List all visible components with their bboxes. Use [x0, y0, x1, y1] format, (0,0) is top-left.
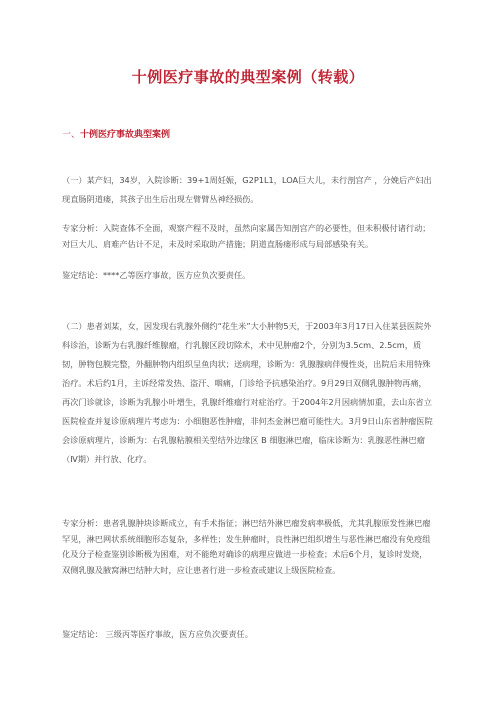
case-2-paragraph: （二）患者刘某，女，因发现右乳腺外侧约“花生米”大小肿物5天，于2003年3月17日入住某县医院外科诊治，诊断为右乳腺纤维腺瘤，行乳腺区段切除术，术中见肿瘤2个，分别为3.5cm、2.5cm，质韧，肿物包膜完整，外翻肿物内组织呈鱼肉状；送病理，诊断为：乳腺腺病伴慢性炎，出院后未用特殊治疗。术后约1月，主诉经常发热、盗汗、咽痛，门诊给予抗感染治疗。9月29日双侧乳腺肿物再痛，再次门诊就诊，诊断为乳腺小叶增生，乳腺纤维瘤行对症治疗。于2004年2月因病情加重，去山东省立医院检查并复诊原病理片考虑为：小细胞恶性肿瘤，非何杰金淋巴瘤可能性大。3月9日山东省肿瘤医院会诊原病理片，诊断为：右乳腺粘膜相关型结外边缘区 B 细胞淋巴瘤，临床诊断为：乳腺恶性淋巴瘤（Ⅳ期）并行放、化疗。: [62, 321, 433, 464]
document-title: 十例医疗事故的典型案例（转载）: [131, 68, 365, 86]
section-heading-text: 十例医疗事故典型案例: [80, 130, 171, 140]
case-2-conclusion: 鉴定结论： 三级丙等医疗事故，医方应负次要责任。: [62, 629, 253, 639]
section-heading: [62, 127, 170, 140]
case-1-paragraph: （一）某产妇，34岁，入院诊断：39+1周妊娠，G2P1L1，LOA巨大儿，未行剖宫产 ，分娩后产妇出现直肠阴道瘘，其孩子出生后出现左臂臂丛神经损伤。: [62, 175, 432, 204]
case-1-conclusion: 鉴定结论：****乙等医疗事故，医方应负次要责任。: [62, 270, 251, 280]
case-2-analysis: 专家分析：患者乳腺肿块诊断成立，有手术指征；淋巴结外淋巴瘤发病率极低，尤其乳腺原发性淋巴瘤罕见，淋巴网状系统细胞形态复杂，多样性；发生肿瘤时，良性淋巴组织增生与恶性淋巴瘤没有免疫组化及分子检查鉴别诊断极为困难，对不能绝对确诊的病理应做进一步检查；术后6个月，复诊时发烧，双侧乳腺及腋窝淋巴结肿大时，应让患者行进一步检查或建议上级医院检查。: [62, 518, 431, 575]
section-heading-prefix: 一、: [62, 130, 81, 140]
case-1-analysis: 专家分析：入院查体不全面，观察产程不及时，虽然向家属告知剖宫产的必要性，但未积极付诸行动；对巨大儿、肩难产估计不足，未及时采取助产措施；阴道直肠瘘形成与局部感染有关。: [62, 223, 431, 249]
